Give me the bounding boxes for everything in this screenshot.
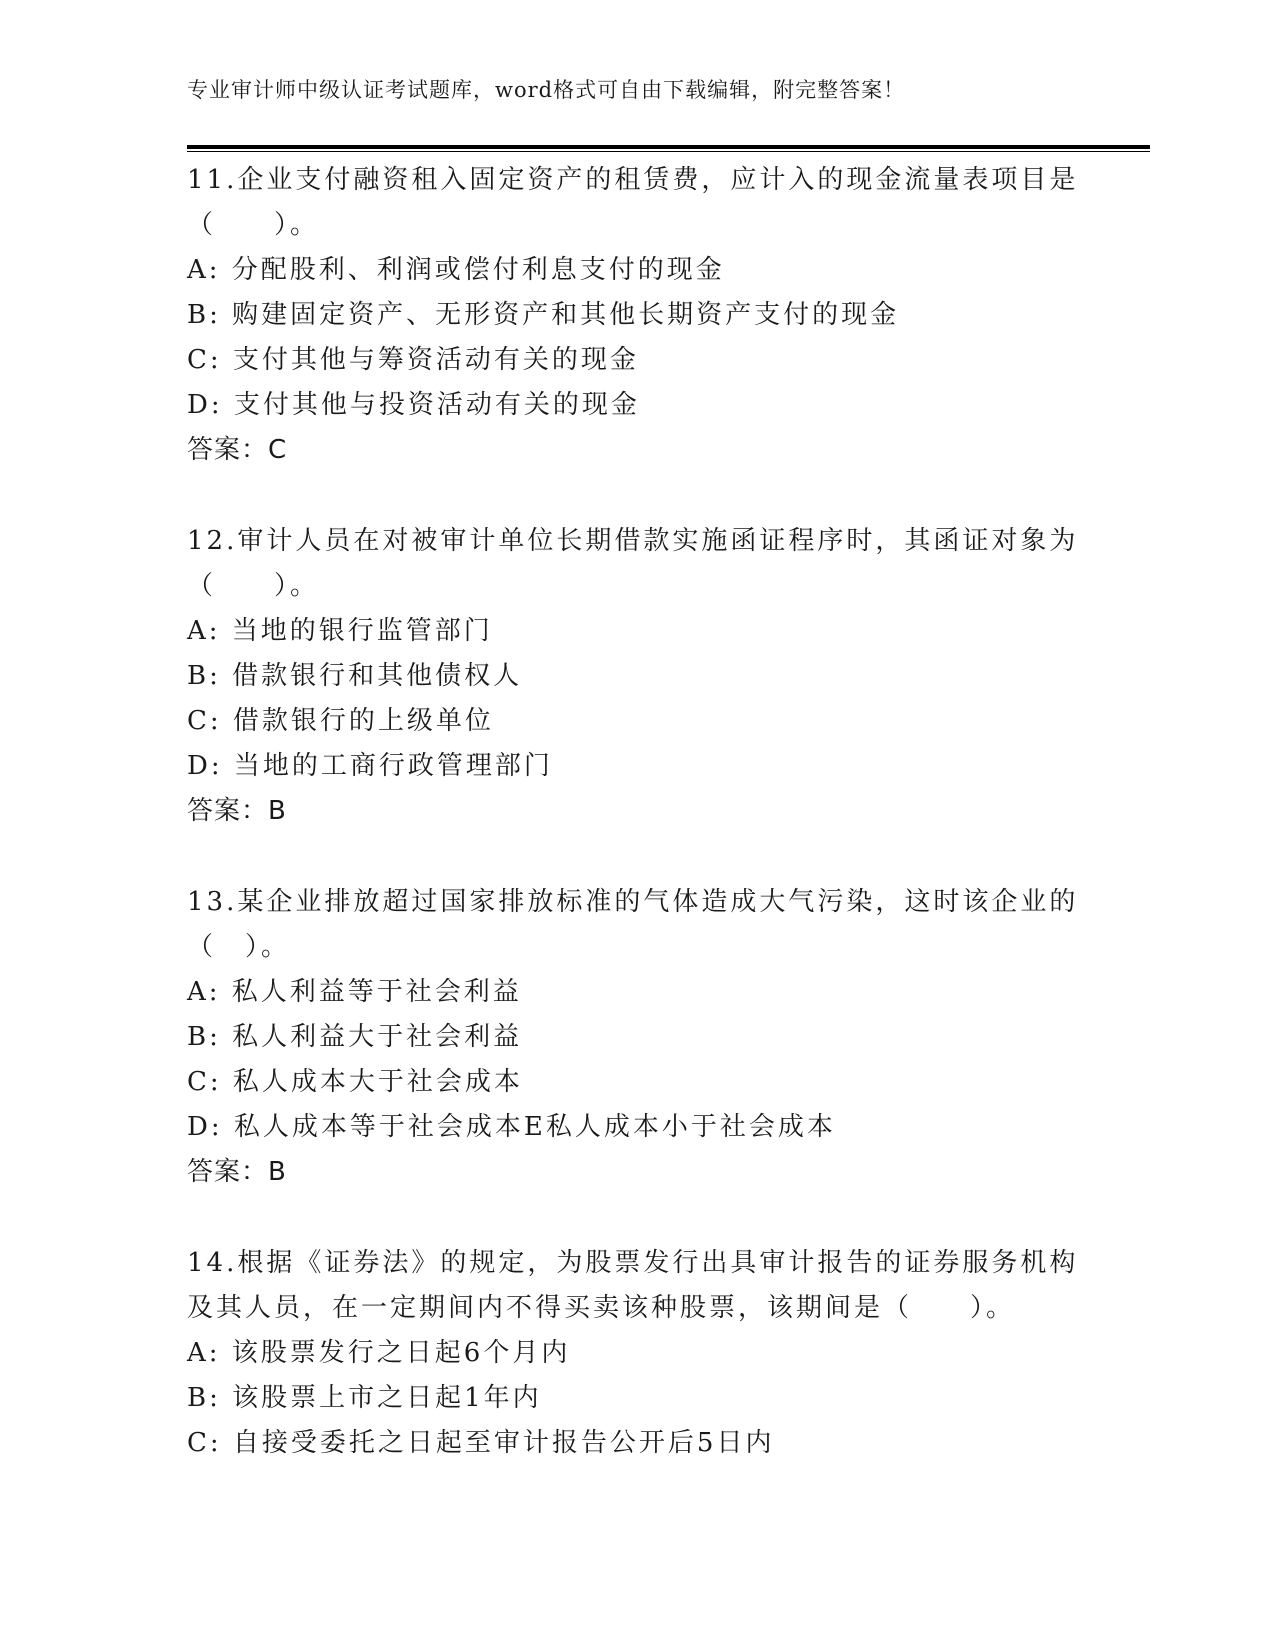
question-text: 11.企业支付融资租入固定资产的租赁费，应计入的现金流量表项目是（ ）。	[187, 165, 1079, 240]
question-12	[187, 519, 1087, 834]
question-13	[187, 880, 1087, 1195]
header-rule-thick	[187, 145, 1150, 149]
question-text: 13.某企业排放超过国家排放标准的气体造成大气污染，这时该企业的（ ）。	[187, 887, 1079, 962]
answer: 答案：B	[187, 1157, 287, 1187]
option-c: C: 借款银行的上级单位	[187, 706, 494, 736]
option-b: B: 该股票上市之日起1年内	[187, 1383, 542, 1413]
question-list	[187, 158, 1087, 1512]
question-11	[187, 158, 1087, 473]
document-header: 专业审计师中级认证考试题库，word格式可自由下载编辑，附完整答案！	[187, 78, 906, 102]
answer: 答案：B	[187, 796, 287, 826]
header-rule-thin	[187, 151, 1150, 152]
answer: 答案：C	[187, 435, 288, 465]
option-d: D: 私人成本等于社会成本E私人成本小于社会成本	[187, 1112, 836, 1142]
option-a: A: 私人利益等于社会利益	[187, 977, 522, 1007]
question-14	[187, 1241, 1087, 1466]
option-c: C: 支付其他与筹资活动有关的现金	[187, 345, 639, 375]
option-d: D: 支付其他与投资活动有关的现金	[187, 390, 640, 420]
question-text: 12.审计人员在对被审计单位长期借款实施函证程序时，其函证对象为（ ）。	[187, 526, 1079, 601]
option-a: A: 分配股利、利润或偿付利息支付的现金	[187, 255, 725, 285]
option-d: D: 当地的工商行政管理部门	[187, 751, 553, 781]
option-a: A: 该股票发行之日起6个月内	[187, 1338, 571, 1368]
question-text: 14.根据《证券法》的规定，为股票发行出具审计报告的证券服务机构及其人员，在一定期间内不得买卖该种股票，该期间是（ ）。	[187, 1248, 1079, 1323]
option-c: C: 自接受委托之日起至审计报告公开后5日内	[187, 1428, 775, 1458]
option-b: B: 私人利益大于社会利益	[187, 1022, 523, 1052]
option-c: C: 私人成本大于社会成本	[187, 1067, 523, 1097]
option-b: B: 借款银行和其他债权人	[187, 661, 523, 691]
option-a: A: 当地的银行监管部门	[187, 616, 493, 646]
option-b: B: 购建固定资产、无形资产和其他长期资产支付的现金	[187, 300, 900, 330]
